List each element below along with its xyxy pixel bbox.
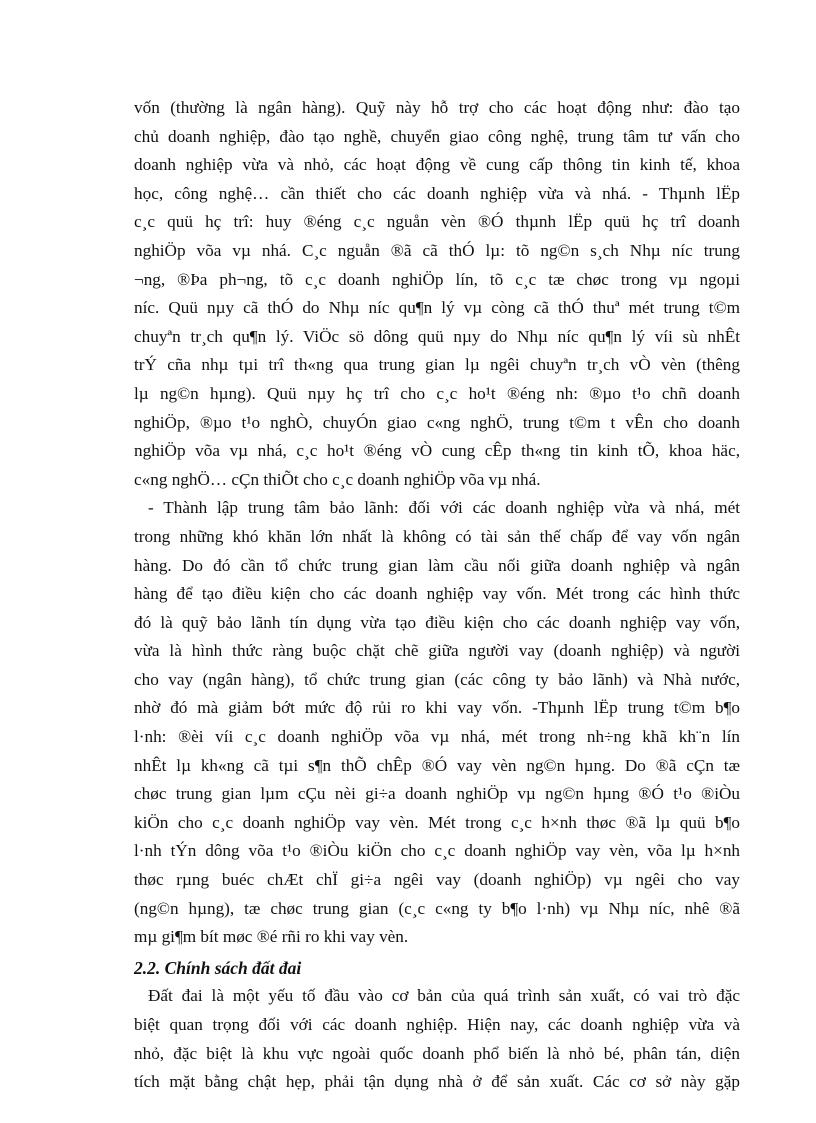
text-line: nghiÖp võa vµ nhá. C¸c nguån ®ã cã thÓ lµ: tõ ng©n s¸ch Nhµ níc trung xyxy=(134,240,740,260)
text-line: biệt quan trọng đối với các doanh nghiệp. Hiện nay, các doanh nghiệp vừa và xyxy=(134,1015,740,1034)
text-line: nghiÖp, ®µo t¹o nghÒ, chuyÓn giao c«ng nghÖ, trung t©m t vÊn cho doanh xyxy=(134,412,740,432)
text-line: trong những khó khăn lớn nhất là không có tài sản thế chấp để vay vốn ngân xyxy=(134,526,740,546)
paragraph-support-fund xyxy=(134,94,740,494)
text-line: học, công nghệ… cần thiết cho các doanh nghiệp vừa và nhá. - Thµnh lËp xyxy=(134,183,740,203)
text-line: cho vay (ngân hàng), tổ chức trung gian (các công ty bảo lãnh) và Nhà nước, xyxy=(134,669,740,689)
text-line: níc. Quü nµy cã thÓ do Nhµ níc qu¶n lý vµ còng cã thÓ thuª mét trung t©m xyxy=(134,298,740,318)
text-line: - Thành lập trung tâm bảo lãnh: đối với các doanh nghiệp vừa và nhá, mét xyxy=(148,498,740,518)
text-line: l·nh tÝn dông võa t¹o ®iÒu kiÖn cho c¸c doanh nghiÖp vay vèn, võa lµ h×nh xyxy=(134,841,740,861)
text-line: (ng©n hµng), tæ chøc trung gian (c¸c c«ng ty b¶o l·nh) vµ Nhµ níc, nhê ®ã xyxy=(134,898,740,918)
text-line: chủ doanh nghiệp, đào tạo nghề, chuyển giao công nghệ, trung tâm tư vấn cho xyxy=(134,126,740,146)
text-line: c«ng nghÖ… cÇn thiÕt cho c¸c doanh nghiÖp võa vµ nhá. xyxy=(134,469,541,489)
text-line: doanh nghiệp vừa và nhỏ, các hoạt động về cung cấp thông tin kinh tế, khoa xyxy=(134,155,740,175)
text-line: tích mặt bằng chật hẹp, phải tận dụng nhà ở để sản xuất. Các cơ sở này gặp xyxy=(134,1072,740,1092)
document-page xyxy=(134,94,740,1097)
section-heading: 2.2. Chính sách đất đai xyxy=(134,957,302,978)
text-line: hàng. Do đó cần tổ chức trung gian làm cầu nối giữa doanh nghiệp và ngân xyxy=(134,555,740,575)
text-line: thøc rµng buéc chÆt chÏ gi÷a ngêi vay (doanh nghiÖp) vµ ngêi cho vay xyxy=(134,870,740,890)
text-line: nghiÖp võa vµ nhá, c¸c ho¹t ®éng vÒ cung cÊp th«ng tin kinh tÕ, khoa häc, xyxy=(134,441,740,461)
text-line: Đất đai là một yếu tố đầu vào cơ bản của quá trình sản xuất, có vai trò đặc xyxy=(148,986,740,1006)
text-line: c¸c quü hç trî: huy ®éng c¸c nguån vèn ®Ó thµnh lËp quü hç trî doanh xyxy=(134,212,740,232)
text-line: đó là quỹ bảo lãnh tín dụng vừa tạo điều kiện cho các doanh nghiệp vay vốn, xyxy=(134,612,740,632)
text-line: chuyªn tr¸ch qu¶n lý. ViÖc sö dông quü nµy do Nhµ níc qu¶n lý víi sù nhÊt xyxy=(134,326,740,346)
text-line: nhỏ, đặc biệt là khu vực ngoài quốc doanh phổ biến là nhỏ bé, phân tán, diện xyxy=(134,1043,740,1063)
text-line: kiÖn cho c¸c doanh nghiÖp vay vèn. Mét trong c¸c h×nh thøc ®ã lµ quü b¶o xyxy=(134,812,740,832)
text-line: nhờ đó mà giảm bớt mức độ rủi ro khi vay vốn. -Thµnh lËp trung t©m b¶o xyxy=(134,698,740,718)
text-line: vừa là hình thức ràng buộc chặt chẽ giữa người vay (doanh nghiệp) và người xyxy=(134,641,740,661)
text-line: lµ ng©n hµng). Quü nµy hç trî cho c¸c ho¹t ®éng nh: ®µo t¹o chñ doanh xyxy=(134,383,740,403)
paragraph-land-policy xyxy=(134,982,740,1096)
text-line: nhÊt lµ kh«ng cã tµi s¶n thÕ chÊp ®Ó vay vèn ng©n hµng. Do ®ã cÇn tæ xyxy=(134,755,740,775)
text-line: l·nh: ®èi víi c¸c doanh nghiÖp võa vµ nhá, mét trong nh÷ng khã kh¨n lín xyxy=(134,727,740,747)
text-line: vốn (thường là ngân hàng). Quỹ này hỗ trợ cho các hoạt động như: đào tạo xyxy=(134,98,740,117)
text-line: hàng để tạo điều kiện cho các doanh nghiệp vay vốn. Mét trong các hình thức xyxy=(134,584,740,604)
paragraph-guarantee-center xyxy=(134,494,740,952)
text-line: mµ gi¶m bít møc ®é rñi ro khi vay vèn. xyxy=(134,927,409,947)
text-line: chøc trung gian lµm cÇu nèi gi÷a doanh nghiÖp vµ ng©n hµng ®Ó t¹o ®iÒu xyxy=(134,784,740,804)
text-line: ¬ng, ®Þa ph¬ng, tõ c¸c doanh nghiÖp lín, tõ c¸c tæ chøc trong vµ ngoµi xyxy=(134,269,740,289)
text-line: trÝ cña nhµ tµi trî th«ng qua trung gian lµ ngêi chuyªn tr¸ch vÒ vèn (thêng xyxy=(134,355,740,375)
